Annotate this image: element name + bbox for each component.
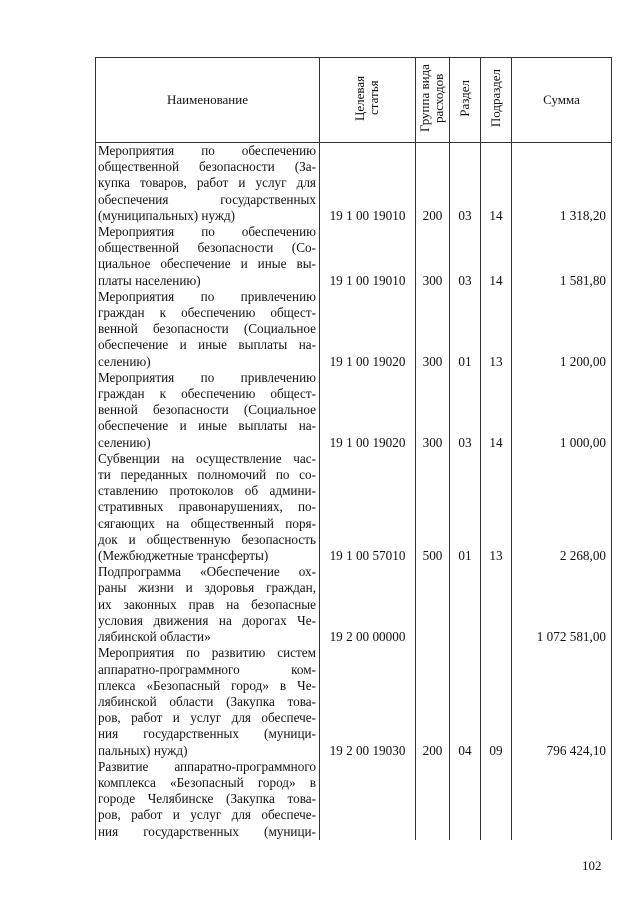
row-name-line: ров, работ и услуг для обеспече- [98, 807, 316, 823]
row-section: 04 [450, 645, 481, 758]
row-name [96, 143, 320, 225]
table-row [96, 451, 612, 564]
row-name [96, 564, 320, 645]
row-name-line: (Межбюджетные трансферты) [98, 548, 269, 564]
row-target-code: 19 1 00 19010 [320, 224, 416, 289]
row-name-line: граждан к обеспечению общест- [98, 386, 316, 402]
table-row [96, 143, 612, 225]
row-sum: 796 424,10 [512, 645, 612, 758]
row-group: 300 [416, 370, 450, 451]
row-name-line: стративных правонарушениях, по- [98, 499, 316, 515]
row-group: 300 [416, 224, 450, 289]
row-subsection [481, 564, 512, 645]
row-section: 03 [450, 224, 481, 289]
row-name-line: ров, работ и услуг для обеспече- [98, 710, 316, 726]
header-name: Наименование [96, 58, 320, 143]
row-subsection: 14 [481, 370, 512, 451]
row-subsection: 09 [481, 645, 512, 758]
row-name-line: селению) [98, 434, 151, 450]
row-sum: 1 581,80 [512, 224, 612, 289]
row-name-line: лябинской области (Закупка това- [98, 693, 316, 709]
row-name-line: венной безопасности (Социальное [98, 402, 316, 418]
row-name-line: ставлению протоколов об админи- [98, 483, 316, 499]
header-subsection-label: Подраздел [488, 68, 503, 127]
row-name-line: раны жизни и здоровья граждан, [98, 580, 316, 596]
row-section: 03 [450, 370, 481, 451]
row-name-line: пальных) нужд) [98, 742, 188, 758]
row-sum: 1 200,00 [512, 289, 612, 370]
row-name-line: Мероприятия по привлечению [98, 288, 316, 304]
row-group [416, 564, 450, 645]
row-name-line: платы населению) [98, 272, 201, 288]
row-name-line: ти переданных полномочий по со- [98, 467, 316, 483]
row-sum: 1 318,20 [512, 143, 612, 225]
row-sum [512, 759, 612, 840]
row-subsection: 14 [481, 143, 512, 225]
row-name-line: граждан к обеспечению общест- [98, 305, 316, 321]
row-name [96, 645, 320, 758]
header-group-label: Группа вида расходов [416, 63, 446, 132]
row-group: 200 [416, 645, 450, 758]
row-name-line: общественной безопасности (Со- [98, 240, 316, 256]
row-name-line: обеспечение и иные выплаты на- [98, 337, 316, 353]
row-name [96, 451, 320, 564]
row-name-line: обеспечения государственных [98, 191, 316, 207]
row-target-code [320, 759, 416, 840]
row-name [96, 224, 320, 289]
row-subsection: 14 [481, 224, 512, 289]
row-section: 03 [450, 143, 481, 225]
row-name-line: селению) [98, 353, 151, 369]
row-sum: 1 072 581,00 [512, 564, 612, 645]
row-target-code: 19 2 00 00000 [320, 564, 416, 645]
row-name-line: общественной безопасности (За- [98, 159, 316, 175]
row-section [450, 759, 481, 840]
row-sum: 1 000,00 [512, 370, 612, 451]
row-name-line: условия движения на дорогах Че- [98, 612, 316, 628]
row-name-line: Субвенции на осуществление час- [98, 450, 316, 466]
header-target-label: Целевая статья [351, 75, 381, 121]
row-name [96, 759, 320, 840]
row-name-line: Развитие аппаратно-программного [98, 758, 316, 774]
row-target-code: 19 1 00 57010 [320, 451, 416, 564]
row-group: 300 [416, 289, 450, 370]
row-name-line: (муниципальных) нужд) [98, 207, 236, 223]
row-name-line: городе Челябинске (Закупка това- [98, 791, 316, 807]
row-target-code: 19 1 00 19020 [320, 289, 416, 370]
row-name-line: венной безопасности (Социальное [98, 321, 316, 337]
row-name-line: их законных прав на безопасные [98, 596, 316, 612]
table-row [96, 564, 612, 645]
row-name-line: Подпрограмма «Обеспечение ох- [98, 564, 316, 580]
row-name [96, 289, 320, 370]
header-target [320, 58, 416, 143]
header-section [450, 58, 481, 143]
row-name-line: Мероприятия по обеспечению [98, 143, 316, 158]
row-target-code: 19 1 00 19010 [320, 143, 416, 225]
row-name-line: сягающих на общественный поря- [98, 515, 316, 531]
row-name-line: циальное обеспечение и иные вы- [98, 256, 316, 272]
row-name-line: комплекса «Безопасный город» в [98, 774, 316, 790]
row-name-line: лябинской области» [98, 629, 211, 645]
row-name-line: Мероприятия по развитию систем [98, 645, 316, 661]
budget-table [95, 57, 612, 840]
row-name-line: док и общественную безопасность [98, 531, 316, 547]
row-name-line: ния государственных (муници- [98, 823, 316, 839]
row-target-code: 19 2 00 19030 [320, 645, 416, 758]
table-row [96, 224, 612, 289]
header-section-label: Раздел [457, 79, 472, 117]
row-subsection [481, 759, 512, 840]
page-number: 102 [582, 858, 602, 873]
row-target-code: 19 1 00 19020 [320, 370, 416, 451]
row-name-line: аппаратно-программного ком- [98, 661, 316, 677]
row-name-line: обеспечение и иные выплаты на- [98, 418, 316, 434]
row-group: 500 [416, 451, 450, 564]
table-row [96, 645, 612, 758]
row-group [416, 759, 450, 840]
row-section [450, 564, 481, 645]
row-subsection: 13 [481, 451, 512, 564]
row-name-line: Мероприятия по привлечению [98, 369, 316, 385]
row-section: 01 [450, 289, 481, 370]
row-sum: 2 268,00 [512, 451, 612, 564]
row-name-line: ния государственных (муници- [98, 726, 316, 742]
header-sum: Сумма [512, 58, 612, 143]
row-name-line: плекса «Безопасный город» в Че- [98, 677, 316, 693]
row-group: 200 [416, 143, 450, 225]
row-section: 01 [450, 451, 481, 564]
row-name-line: Мероприятия по обеспечению [98, 224, 316, 240]
table-header-row [96, 58, 612, 143]
table-row [96, 759, 612, 840]
row-name [96, 370, 320, 451]
table-row [96, 370, 612, 451]
row-name-line: купка товаров, работ и услуг для [98, 175, 316, 191]
table-row [96, 289, 612, 370]
header-subsection [481, 58, 512, 143]
header-group [416, 58, 450, 143]
row-subsection: 13 [481, 289, 512, 370]
